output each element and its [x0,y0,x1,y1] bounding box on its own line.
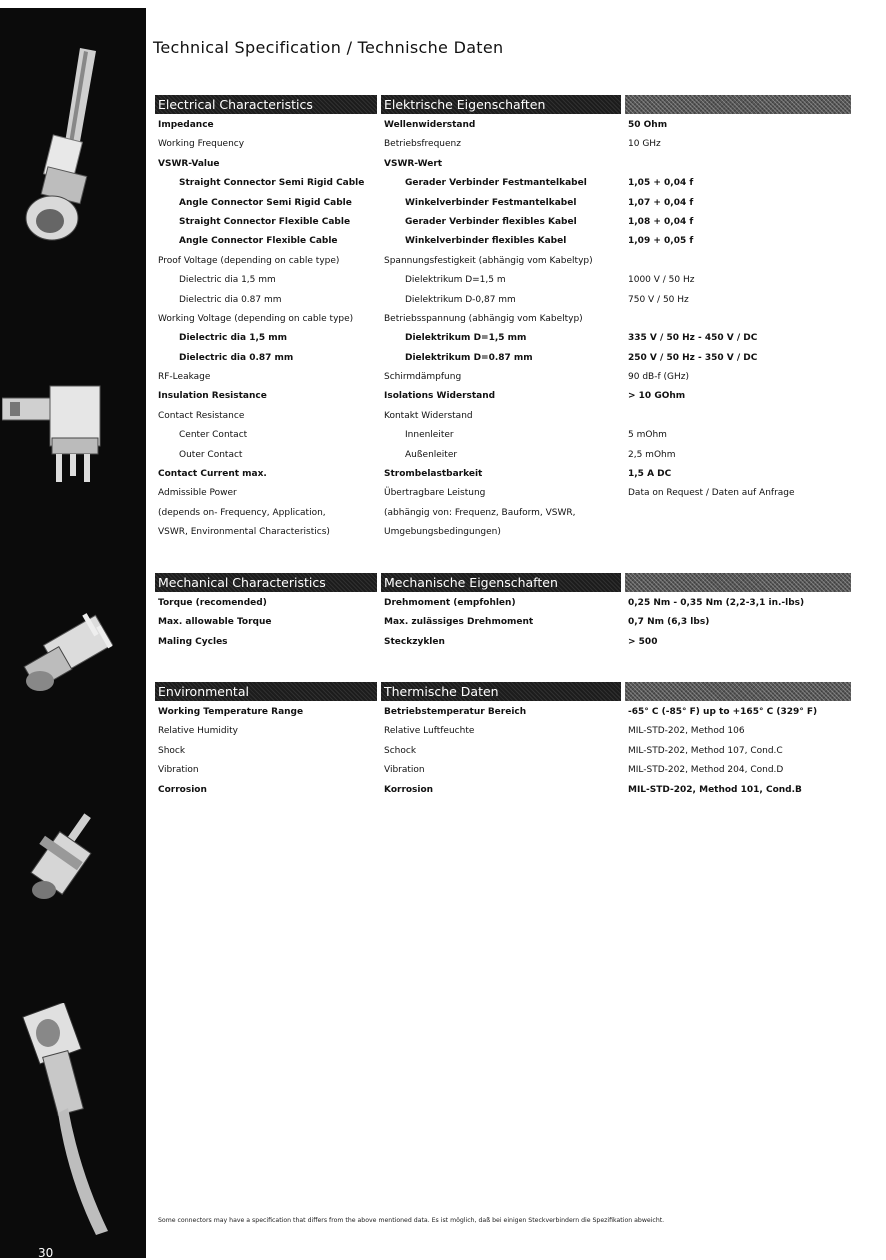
page-number: 30 [38,1246,54,1260]
table-row [155,484,851,503]
table-row [155,426,851,445]
row-label-de: Dielektrikum D=0.87 mm [405,352,533,363]
table-row [155,310,851,329]
header-values [625,95,851,114]
row-value: 1,05 + 0,04 f [628,178,694,189]
electrical-section [155,95,851,543]
row-value: MIL-STD-202, Method 107, Cond.C [628,745,783,756]
panel-connector-image [20,808,110,908]
row-label-de: Innenleiter [405,430,454,441]
table-row [155,613,851,632]
row-label-en: VSWR, Environmental Characteristics) [158,527,330,538]
table-row [155,194,851,213]
row-value: 2,5 mOhm [628,449,676,460]
table-row [155,232,851,251]
row-label-en: VSWR-Value [158,158,220,169]
row-label-en: (depends on- Frequency, Application, [158,507,326,518]
cable-connector-image [20,1003,130,1238]
angle-pcb-connector-image [2,378,112,488]
row-value: MIL-STD-202, Method 101, Cond.B [628,784,802,795]
row-value: MIL-STD-202, Method 106 [628,726,745,737]
sidebar [0,8,146,1258]
table-row [155,781,851,800]
row-label-en: Dielectric dia 0.87 mm [179,352,294,363]
row-label-de: Umgebungsbedingungen) [384,527,501,538]
table-row [155,349,851,368]
straight-connector-image [18,43,108,243]
section-header [155,95,851,114]
table-row [155,594,851,613]
table-row [155,329,851,348]
footnote: Some connectors may have a specification that differs from the above mentioned data. Es ist möglich, daß bei einigen Steckverbindern die Spezifikation abweicht. [158,1217,665,1224]
row-label-de: Gerader Verbinder Festmantelkabel [405,178,587,189]
row-label-de: Isolations Widerstand [384,391,496,402]
row-label-de: Strombelastbarkeit [384,469,483,480]
row-value: 0,7 Nm (6,3 lbs) [628,617,710,628]
row-label-en: Corrosion [158,784,207,795]
row-label-en: Working Temperature Range [158,707,304,717]
row-label-en: Center Contact [179,430,248,441]
row-label-en: Dielectric dia 1,5 mm [179,333,288,344]
row-label-de: Schock [384,745,417,756]
table-row [155,742,851,761]
row-label-en: Outer Contact [179,449,243,460]
row-label-de: Dielektrikum D-0,87 mm [405,294,516,305]
row-value: 90 dB-f (GHz) [628,372,689,383]
table-row [155,387,851,406]
row-label-en: Straight Connector Semi Rigid Cable [179,178,365,189]
row-label-en: Insulation Resistance [158,391,267,402]
row-value: 1,5 A DC [628,469,672,480]
row-label-en: Admissible Power [158,488,237,499]
table-row [155,271,851,290]
row-label-de: Wellenwiderstand [384,120,476,130]
row-label-de: Betriebsfrequenz [384,139,461,150]
row-label-de: Spannungsfestigkeit (abhängig vom Kabeltyp) [384,255,593,266]
row-label-de: Vibration [384,765,425,776]
row-label-en: Dielectric dia 1,5 mm [179,275,276,286]
row-label-en: Angle Connector Flexible Cable [179,236,338,247]
row-label-de: Relative Luftfeuchte [384,726,475,737]
row-label-en: Shock [158,745,186,756]
page-title: Technical Specification / Technische Daten [153,38,504,57]
table-row [155,174,851,193]
header-en: Mechanical Characteristics [155,573,377,592]
row-value: 0,25 Nm - 0,35 Nm (2,2-3,1 in.-lbs) [628,598,805,608]
row-label-en: Working Frequency [158,139,245,150]
row-label-de: Schirmdämpfung [384,372,462,383]
row-value: > 500 [628,636,658,647]
row-label-en: Max. allowable Torque [158,617,272,628]
row-value: 50 Ohm [628,120,668,130]
header-en: Environmental [155,682,377,701]
row-label-de: Winkelverbinder Festmantelkabel [405,197,577,208]
row-label-en: Dielectric dia 0.87 mm [179,294,282,305]
row-value: 10 GHz [628,139,661,150]
row-label-de: Steckzyklen [384,636,445,647]
header-de: Elektrische Eigenschaften [381,95,621,114]
row-label-de: Dielektrikum D=1,5 m [405,275,506,286]
row-label-en: Angle Connector Semi Rigid Cable [179,197,352,208]
row-label-en: Vibration [158,765,199,776]
row-label-de: Betriebsspannung (abhängig vom Kabeltyp) [384,313,583,324]
table-row [155,213,851,232]
table-row [155,407,851,426]
row-label-en: Proof Voltage (depending on cable type) [158,255,340,266]
table-row [155,252,851,271]
table-row [155,291,851,310]
row-label-de: Außenleiter [405,449,458,460]
row-value: -65° C (-85° F) up to +165° C (329° F) [628,707,818,717]
section-header [155,682,851,701]
row-label-de: Korrosion [384,784,434,795]
row-label-de: Betriebstemperatur Bereich [384,707,527,717]
table-row [155,504,851,523]
header-values [625,573,851,592]
row-label-de: Gerader Verbinder flexibles Kabel [405,216,577,227]
header-de: Mechanische Eigenschaften [381,573,621,592]
row-label-de: Dielektrikum D=1,5 mm [405,333,527,344]
header-de: Thermische Daten [381,682,621,701]
row-label-de: VSWR-Wert [384,158,443,169]
table-row [155,761,851,780]
row-value: 1,07 + 0,04 f [628,197,694,208]
table-row [155,633,851,652]
row-value: Data on Request / Daten auf Anfrage [628,488,795,499]
row-label-en: Contact Current max. [158,469,267,480]
table-row [155,703,851,722]
row-value: 335 V / 50 Hz - 450 V / DC [628,333,758,344]
table-row [155,368,851,387]
row-label-en: Maling Cycles [158,636,228,647]
table-row [155,722,851,741]
pcb-connector-image [18,603,128,703]
row-label-en: RF-Leakage [158,372,211,383]
table-row [155,523,851,542]
row-value: 1000 V / 50 Hz [628,275,695,286]
row-label-de: (abhängig von: Frequenz, Bauform, VSWR, [384,507,576,518]
header-values [625,682,851,701]
environmental-section [155,682,851,800]
row-label-en: Contact Resistance [158,410,245,421]
row-label-en: Working Voltage (depending on cable type) [158,313,354,324]
row-value: 250 V / 50 Hz - 350 V / DC [628,352,758,363]
row-label-en: Relative Humidity [158,726,238,737]
row-value: MIL-STD-202, Method 204, Cond.D [628,765,784,776]
row-label-de: Übertragbare Leistung [384,488,486,499]
mechanical-section [155,573,851,652]
header-en: Electrical Characteristics [155,95,377,114]
table-row [155,465,851,484]
table-row [155,155,851,174]
row-value: 750 V / 50 Hz [628,294,689,305]
row-value: 1,09 + 0,05 f [628,236,694,247]
section-header [155,573,851,592]
row-label-de: Winkelverbinder flexibles Kabel [405,236,567,247]
row-label-de: Max. zulässiges Drehmoment [384,617,534,628]
row-label-de: Kontakt Widerstand [384,410,473,421]
row-value: 5 mOhm [628,430,667,441]
row-value: > 10 GOhm [628,391,686,402]
table-row [155,446,851,465]
row-label-en: Impedance [158,120,214,130]
row-label-en: Straight Connector Flexible Cable [179,216,351,227]
row-label-en: Torque (recomended) [158,598,267,608]
row-value: 1,08 + 0,04 f [628,216,694,227]
table-row [155,135,851,154]
row-label-de: Drehmoment (empfohlen) [384,598,516,608]
table-row [155,116,851,135]
